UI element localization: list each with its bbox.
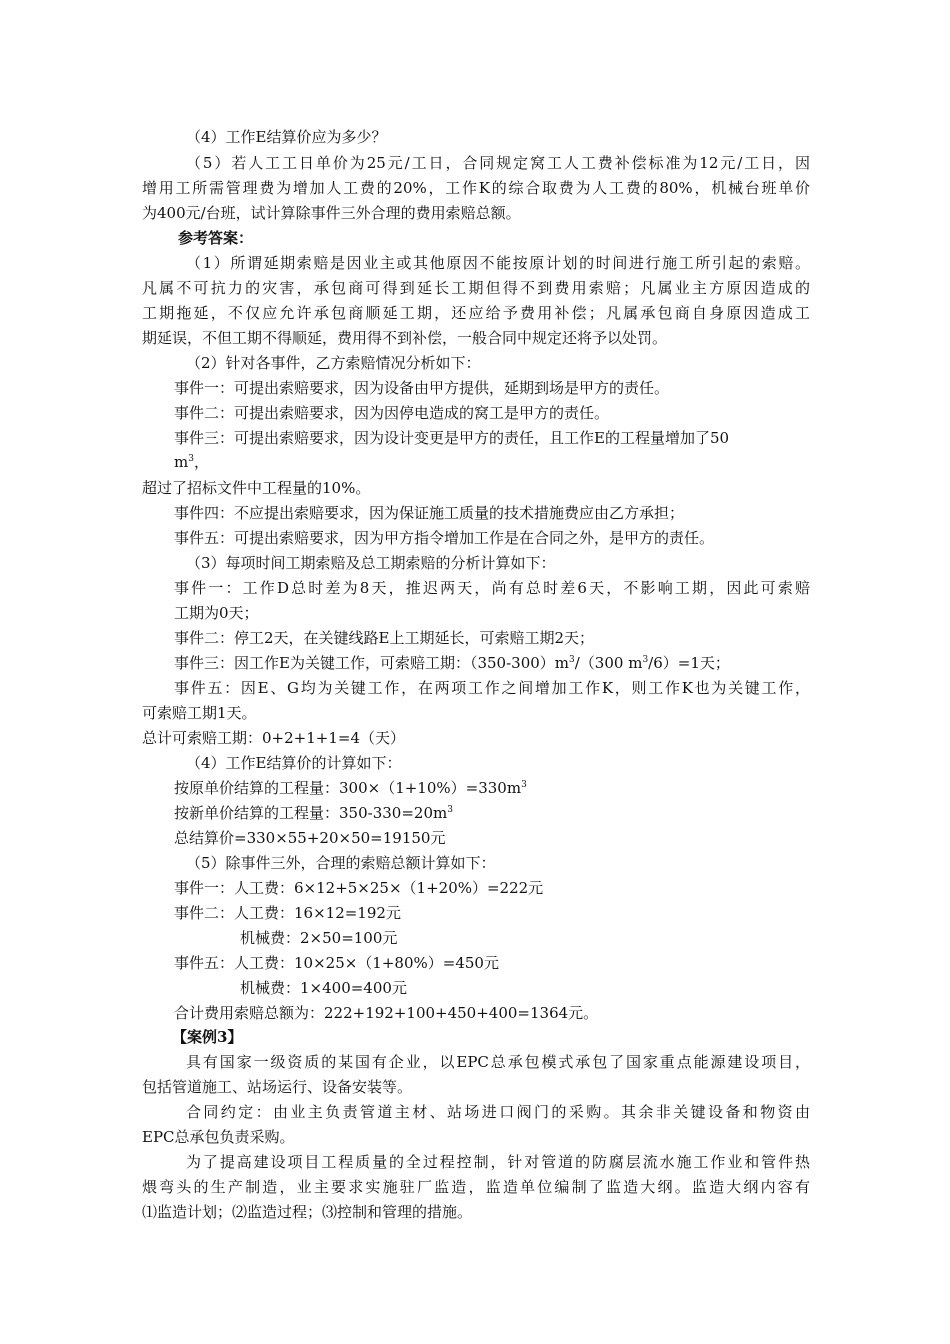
answer-2-event-4: 事件四：不应提出索赔要求，因为保证施工质量的技术措施费应由乙方承担； (174, 504, 685, 522)
answer-1-line-3: 工期拖延，不仅应允许承包商顺延工期，还应给予费用补偿；凡属承包商自身原因造成工 (142, 304, 810, 322)
answer-1-line-4: 期延误，不但工期不得顺延，费用得不到补偿，一般合同中规定还将予以处罚。 (142, 329, 668, 347)
answer-4-line-3: 总结算价=330×55+20×50=19150元 (174, 829, 446, 847)
answer-4-line-2 (174, 804, 453, 822)
answer-5-event-2-machine: 机械费：2×50=100元 (240, 929, 398, 947)
case-3-para-3-line-2: 煨弯头的生产制造，业主要求实施驻厂监造，监造单位编制了监造大纲。监造大纲内容有 (142, 1178, 810, 1196)
unit-exponent: 3 (188, 454, 194, 464)
answer-2-event-1: 事件一：可提出索赔要求，因为设备由甲方提供，延期到场是甲方的责任。 (174, 379, 670, 397)
question-5-line-1: （5）若人工工日单价为25元/工日，合同规定窝工人工费补偿标准为12元/工日，因 (186, 154, 810, 172)
unit-exponent: 3 (642, 655, 649, 665)
event-3-text-c: /6）=1天； (648, 654, 730, 672)
case-3-para-1-line-1: 具有国家一级资质的某国有企业，以EPC总承包模式承包了国家重点能源建设项目， (186, 1053, 810, 1071)
unit-exponent: 3 (447, 805, 453, 815)
answer-3-event-1: 事件一：工作D总时差为8天，推迟两天，尚有总时差6天，不影响工期，因此可索赔 (174, 579, 810, 597)
answer-3-event-2: 事件二：停工2天，在关键线路E上工期延长，可索赔工期2天； (174, 629, 595, 647)
answer-5-heading: （5）除事件三外，合理的索赔总额计算如下： (186, 854, 496, 872)
answer-3-event-3 (174, 654, 730, 672)
case-3-para-1-line-2: 包括管道施工、站场运行、设备安装等。 (142, 1078, 413, 1096)
answer-2-event-3-cont: 超过了招标文件中工程量的10%。 (142, 479, 371, 497)
case-3-para-2-line-1: 合同约定：由业主负责管道主材、站场进口阀门的采购。其余非关键设备和物资由 (186, 1103, 810, 1121)
question-5-line-2: 增用工所需管理费为增加人工费的20%，工作K的综合取费为人工费的80%，机械台班单价 (142, 179, 810, 197)
answer-2-event-5: 事件五：可提出索赔要求，因为甲方指令增加工作是在合同之外，是甲方的责任。 (174, 529, 715, 547)
case-3-para-3-line-3: ⑴监造计划；⑵监造过程；⑶控制和管理的措施。 (142, 1203, 473, 1221)
answer-4-line-2-text: 按新单价结算的工程量：350-330=20m (174, 804, 448, 822)
answer-5-event-2-labor: 事件二：人工费：16×12=192元 (174, 904, 401, 922)
answer-3-total: 总计可索赔工期：0+2+1+1=4（天） (142, 729, 405, 747)
answer-2-heading: （2）针对各事件，乙方索赔情况分析如下： (186, 354, 481, 372)
answer-3-event-5-cont: 可索赔工期1天。 (142, 704, 257, 722)
reference-answer-heading: 参考答案： (178, 229, 254, 247)
answer-1-line-2: 凡属不可抗力的灾害，承包商可得到延长工期但得不到费用索赔；凡属业主方原因造成的 (142, 279, 810, 297)
case-3-heading: 【案例3】 (172, 1028, 243, 1046)
unit-exponent: 3 (521, 780, 527, 790)
answer-5-total: 合计费用索赔总额为：222+192+100+450+400=1364元。 (174, 1004, 599, 1022)
answer-3-event-5: 事件五：因E、G均为关键工作，在两项工作之间增加工作K，则工作K也为关键工作， (174, 679, 810, 697)
answer-4-line-1-text: 按原单价结算的工程量：300×（1+10%）=330m (174, 779, 522, 797)
answer-4-line-1 (174, 779, 527, 797)
answer-5-event-5-machine: 机械费：1×400=400元 (240, 979, 407, 997)
answer-2-event-3: 事件三：可提出索赔要求，因为设计变更是甲方的责任，且工作E的工程量增加了50 (174, 429, 730, 447)
question-5-line-3: 为400元/台班，试计算除事件三外合理的费用索赔总额。 (142, 204, 521, 222)
answer-1-line-1: （1）所谓延期索赔是因业主或其他原因不能按原计划的时间进行施工所引起的索赔。 (186, 254, 810, 272)
answer-5-event-1: 事件一：人工费：6×12+5×25×（1+20%）=222元 (174, 879, 544, 897)
question-4: （4）工作E结算价应为多少？ (186, 128, 387, 146)
answer-2-event-3-unit (174, 453, 209, 471)
answer-3-heading: （3）每项时间工期索赔及总工期索赔的分析计算如下： (186, 554, 556, 572)
answer-3-event-1-cont: 工期为0天； (174, 604, 259, 622)
answer-5-event-5-labor: 事件五：人工费：10×25×（1+80%）=450元 (174, 954, 499, 972)
unit-exponent: 3 (569, 655, 575, 665)
case-3-para-2-line-2: EPC总承包负责采购。 (142, 1128, 295, 1146)
event-3-text-a: 事件三：因工作E为关键工作，可索赔工期：（350-300）m (174, 654, 570, 672)
event-3-text-b: /（300 m (574, 654, 643, 672)
unit-m: m (174, 453, 189, 471)
unit-comma: ， (193, 453, 209, 471)
case-3-para-3-line-1: 为了提高建设项目工程质量的全过程控制，针对管道的防腐层流水施工作业和管件热 (186, 1153, 810, 1171)
answer-2-event-2: 事件二：可提出索赔要求，因为因停电造成的窝工是甲方的责任。 (174, 404, 610, 422)
answer-4-heading: （4）工作E结算价的计算如下： (186, 754, 402, 772)
